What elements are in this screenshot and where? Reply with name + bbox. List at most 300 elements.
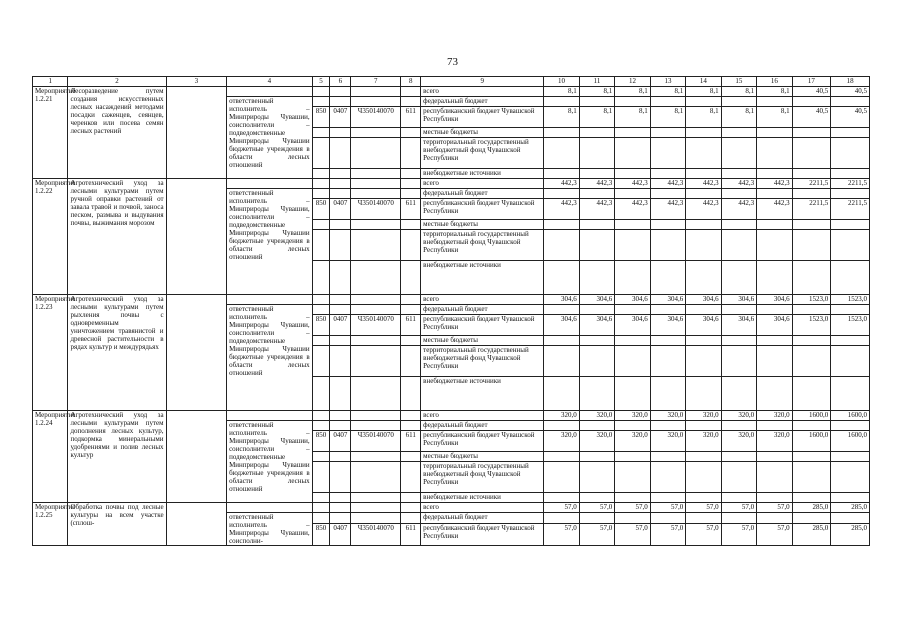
amount-cell: 8,1 <box>615 87 650 97</box>
amount-cell <box>615 138 650 169</box>
amount-cell <box>721 230 756 261</box>
amount-cell <box>686 513 721 524</box>
amount-cell: 442,3 <box>615 199 650 220</box>
amount-cell: 57,0 <box>721 503 756 513</box>
grbs-cell <box>312 305 330 315</box>
csr-cell <box>351 138 401 169</box>
event-type-cell: Мероприятие 1.2.23 <box>33 295 68 411</box>
grbs-cell <box>312 411 330 421</box>
amount-cell: 442,3 <box>650 179 685 189</box>
csr-cell <box>351 452 401 462</box>
executor-cell: ответственный исполнитель – Минприроды Чувашии, соисполнители – подведомственные Минприроды Чувашии бюджетные учреждения в области лесных отношений <box>227 97 313 179</box>
amount-cell: 1600,0 <box>831 411 870 421</box>
amount-cell <box>579 336 614 346</box>
rzpr-cell: 0407 <box>330 199 351 220</box>
amount-cell <box>615 305 650 315</box>
funding-source-cell: территориальный государственный внебюджетный фонд Чувашской Республики <box>421 346 544 377</box>
amount-cell <box>831 261 870 295</box>
column-header: 16 <box>757 77 792 87</box>
amount-cell <box>579 493 614 503</box>
rzpr-cell <box>330 452 351 462</box>
funding-source-cell: местные бюджеты <box>421 452 544 462</box>
amount-cell: 304,6 <box>579 315 614 336</box>
csr-cell <box>351 261 401 295</box>
table-row <box>33 411 870 421</box>
executor-cell <box>227 295 313 305</box>
page-number: 73 <box>447 56 458 68</box>
rzpr-cell <box>330 346 351 377</box>
amount-cell <box>615 189 650 199</box>
event-name-cell: Лесоразведение путем создания искусственных лесных насаждений методами посадки саженцев, сеянцев, черенков или посева семян лесных растений <box>68 87 166 179</box>
event-name-cell: Агротехнический уход за лесными культурами путем ручной оправки растений от завала травой и почвой, заноса песком, размыва и выдувания почвы, выжимания морозом <box>68 179 166 295</box>
amount-cell <box>615 220 650 230</box>
funding-source-cell: республиканский бюджет Чувашской Республики <box>421 199 544 220</box>
amount-cell <box>686 462 721 493</box>
amount-cell <box>650 169 685 179</box>
vr-cell <box>401 346 421 377</box>
rzpr-cell <box>330 493 351 503</box>
header-row <box>33 77 870 87</box>
table-row <box>33 87 870 97</box>
amount-cell <box>650 138 685 169</box>
amount-cell <box>721 462 756 493</box>
amount-cell <box>615 377 650 411</box>
funding-source-cell: внебюджетные источники <box>421 261 544 295</box>
rzpr-cell <box>330 377 351 411</box>
amount-cell <box>792 452 831 462</box>
amount-cell: 285,0 <box>792 503 831 513</box>
amount-cell <box>721 261 756 295</box>
csr-cell: Ч350140070 <box>351 199 401 220</box>
amount-cell: 8,1 <box>544 87 579 97</box>
grbs-cell <box>312 87 330 97</box>
amount-cell <box>792 377 831 411</box>
column-header: 1 <box>33 77 68 87</box>
amount-cell <box>831 189 870 199</box>
amount-cell <box>757 189 792 199</box>
column3-cell <box>166 411 227 503</box>
amount-cell <box>579 377 614 411</box>
event-type-cell: Мероприятие 1.2.22 <box>33 179 68 295</box>
amount-cell: 304,6 <box>686 315 721 336</box>
csr-cell <box>351 179 401 189</box>
amount-cell <box>757 336 792 346</box>
column-header: 4 <box>227 77 313 87</box>
amount-cell <box>721 336 756 346</box>
amount-cell <box>792 493 831 503</box>
amount-cell <box>544 462 579 493</box>
rzpr-cell <box>330 169 351 179</box>
grbs-cell <box>312 421 330 431</box>
csr-cell <box>351 220 401 230</box>
amount-cell <box>721 220 756 230</box>
column3-cell <box>166 295 227 411</box>
csr-cell: Ч350140070 <box>351 315 401 336</box>
grbs-cell <box>312 295 330 305</box>
vr-cell <box>401 138 421 169</box>
amount-cell: 442,3 <box>686 179 721 189</box>
amount-cell <box>757 138 792 169</box>
csr-cell <box>351 295 401 305</box>
vr-cell <box>401 305 421 315</box>
amount-cell <box>686 377 721 411</box>
amount-cell: 2211,5 <box>792 199 831 220</box>
amount-cell: 320,0 <box>615 411 650 421</box>
csr-cell <box>351 377 401 411</box>
amount-cell <box>831 305 870 315</box>
column-header: 8 <box>401 77 421 87</box>
amount-cell <box>579 421 614 431</box>
column3-cell <box>166 179 227 295</box>
amount-cell: 304,6 <box>757 295 792 305</box>
rzpr-cell <box>330 295 351 305</box>
amount-cell <box>544 377 579 411</box>
amount-cell: 8,1 <box>544 107 579 128</box>
column-header: 9 <box>421 77 544 87</box>
amount-cell: 57,0 <box>650 523 685 545</box>
funding-source-cell: федеральный бюджет <box>421 97 544 107</box>
column-header: 15 <box>721 77 756 87</box>
amount-cell <box>544 336 579 346</box>
csr-cell <box>351 493 401 503</box>
amount-cell <box>579 261 614 295</box>
amount-cell <box>579 169 614 179</box>
vr-cell <box>401 97 421 107</box>
amount-cell <box>579 230 614 261</box>
rzpr-cell: 0407 <box>330 107 351 128</box>
grbs-cell: 850 <box>312 431 330 452</box>
amount-cell: 304,6 <box>650 315 685 336</box>
grbs-cell <box>312 377 330 411</box>
amount-cell: 57,0 <box>615 503 650 513</box>
amount-cell <box>686 128 721 138</box>
amount-cell: 8,1 <box>721 87 756 97</box>
amount-cell: 8,1 <box>579 107 614 128</box>
amount-cell: 320,0 <box>615 431 650 452</box>
column-header: 10 <box>544 77 579 87</box>
rzpr-cell <box>330 462 351 493</box>
amount-cell <box>615 462 650 493</box>
vr-cell <box>401 452 421 462</box>
amount-cell <box>544 189 579 199</box>
amount-cell: 304,6 <box>544 315 579 336</box>
amount-cell <box>721 513 756 524</box>
amount-cell <box>544 169 579 179</box>
amount-cell <box>686 421 721 431</box>
rzpr-cell <box>330 421 351 431</box>
amount-cell <box>686 261 721 295</box>
vr-cell <box>401 179 421 189</box>
csr-cell <box>351 97 401 107</box>
amount-cell: 442,3 <box>579 199 614 220</box>
amount-cell: 442,3 <box>650 199 685 220</box>
amount-cell <box>615 493 650 503</box>
csr-cell <box>351 462 401 493</box>
amount-cell <box>831 421 870 431</box>
amount-cell <box>686 220 721 230</box>
amount-cell <box>650 452 685 462</box>
vr-cell: 611 <box>401 199 421 220</box>
amount-cell <box>757 346 792 377</box>
grbs-cell: 850 <box>312 199 330 220</box>
amount-cell: 40,5 <box>792 87 831 97</box>
csr-cell <box>351 87 401 97</box>
amount-cell <box>757 128 792 138</box>
table-row <box>33 503 870 513</box>
amount-cell: 8,1 <box>757 107 792 128</box>
amount-cell <box>792 128 831 138</box>
vr-cell <box>401 421 421 431</box>
amount-cell <box>721 377 756 411</box>
funding-source-cell: федеральный бюджет <box>421 305 544 315</box>
amount-cell <box>544 230 579 261</box>
executor-cell <box>227 179 313 189</box>
amount-cell <box>792 421 831 431</box>
column-header: 2 <box>68 77 166 87</box>
amount-cell: 304,6 <box>757 315 792 336</box>
amount-cell <box>721 189 756 199</box>
column-header: 6 <box>330 77 351 87</box>
table-row <box>33 295 870 305</box>
grbs-cell <box>312 97 330 107</box>
amount-cell: 1600,0 <box>792 431 831 452</box>
grbs-cell <box>312 503 330 513</box>
grbs-cell: 850 <box>312 315 330 336</box>
amount-cell <box>615 513 650 524</box>
amount-cell <box>650 261 685 295</box>
amount-cell <box>792 305 831 315</box>
event-type-cell: Мероприятие 1.2.25 <box>33 503 68 546</box>
amount-cell: 320,0 <box>757 431 792 452</box>
amount-cell <box>686 493 721 503</box>
amount-cell <box>792 97 831 107</box>
amount-cell: 57,0 <box>544 523 579 545</box>
amount-cell <box>757 462 792 493</box>
amount-cell <box>615 452 650 462</box>
funding-source-cell: местные бюджеты <box>421 220 544 230</box>
funding-source-cell: всего <box>421 179 544 189</box>
amount-cell <box>650 493 685 503</box>
amount-cell <box>831 230 870 261</box>
amount-cell <box>615 261 650 295</box>
vr-cell <box>401 411 421 421</box>
amount-cell: 442,3 <box>721 199 756 220</box>
grbs-cell <box>312 230 330 261</box>
amount-cell <box>615 336 650 346</box>
rzpr-cell <box>330 179 351 189</box>
event-name-cell: Агротехнический уход за лесными культурами путем рыхления почвы с одновременным уничтожением травянистой и древесной растительности в рядах культур и междурядьях <box>68 295 166 411</box>
amount-cell <box>650 230 685 261</box>
amount-cell <box>650 462 685 493</box>
rzpr-cell: 0407 <box>330 315 351 336</box>
amount-cell <box>686 452 721 462</box>
grbs-cell <box>312 189 330 199</box>
rzpr-cell <box>330 138 351 169</box>
amount-cell: 1523,0 <box>792 295 831 305</box>
amount-cell <box>650 346 685 377</box>
amount-cell <box>831 138 870 169</box>
funding-source-cell: всего <box>421 503 544 513</box>
rzpr-cell <box>330 503 351 513</box>
amount-cell <box>792 513 831 524</box>
grbs-cell <box>312 493 330 503</box>
amount-cell: 57,0 <box>579 503 614 513</box>
funding-source-cell: внебюджетные источники <box>421 169 544 179</box>
amount-cell <box>721 305 756 315</box>
amount-cell: 442,3 <box>757 179 792 189</box>
amount-cell: 2211,5 <box>831 179 870 189</box>
csr-cell <box>351 503 401 513</box>
amount-cell <box>757 513 792 524</box>
amount-cell <box>544 493 579 503</box>
grbs-cell: 850 <box>312 523 330 545</box>
amount-cell: 304,6 <box>615 315 650 336</box>
event-type-cell: Мероприятие 1.2.21 <box>33 87 68 179</box>
funding-source-cell: республиканский бюджет Чувашской Республики <box>421 315 544 336</box>
csr-cell <box>351 336 401 346</box>
amount-cell <box>544 421 579 431</box>
amount-cell <box>615 169 650 179</box>
rzpr-cell: 0407 <box>330 431 351 452</box>
vr-cell <box>401 128 421 138</box>
amount-cell <box>792 462 831 493</box>
rzpr-cell <box>330 128 351 138</box>
funding-source-cell: всего <box>421 87 544 97</box>
amount-cell: 320,0 <box>650 411 685 421</box>
amount-cell <box>686 336 721 346</box>
amount-cell <box>544 513 579 524</box>
rzpr-cell <box>330 87 351 97</box>
csr-cell: Ч350140070 <box>351 431 401 452</box>
rzpr-cell: 0407 <box>330 523 351 545</box>
funding-source-cell: территориальный государственный внебюджетный фонд Чувашской Республики <box>421 462 544 493</box>
amount-cell: 304,6 <box>544 295 579 305</box>
vr-cell <box>401 503 421 513</box>
csr-cell <box>351 421 401 431</box>
amount-cell <box>792 346 831 377</box>
amount-cell: 57,0 <box>615 523 650 545</box>
amount-cell: 320,0 <box>721 431 756 452</box>
amount-cell <box>544 128 579 138</box>
amount-cell: 320,0 <box>579 431 614 452</box>
amount-cell <box>650 220 685 230</box>
amount-cell <box>579 189 614 199</box>
funding-source-cell: территориальный государственный внебюджетный фонд Чувашской Республики <box>421 138 544 169</box>
amount-cell <box>615 421 650 431</box>
amount-cell: 57,0 <box>757 503 792 513</box>
column-header: 14 <box>686 77 721 87</box>
amount-cell <box>544 452 579 462</box>
amount-cell <box>721 452 756 462</box>
amount-cell <box>792 336 831 346</box>
vr-cell <box>401 87 421 97</box>
amount-cell <box>831 377 870 411</box>
amount-cell <box>544 220 579 230</box>
vr-cell <box>401 261 421 295</box>
rzpr-cell <box>330 305 351 315</box>
amount-cell <box>579 305 614 315</box>
amount-cell: 320,0 <box>544 431 579 452</box>
funding-source-cell: внебюджетные источники <box>421 377 544 411</box>
vr-cell: 611 <box>401 523 421 545</box>
amount-cell <box>544 346 579 377</box>
amount-cell <box>544 305 579 315</box>
amount-cell <box>721 493 756 503</box>
amount-cell: 57,0 <box>579 523 614 545</box>
executor-cell: ответственный исполнитель – Минприроды Чувашии, соисполни- <box>227 513 313 546</box>
column-header: 5 <box>312 77 330 87</box>
event-name-cell: Агротехнический уход за лесными культурами путем дополнения лесных культур, подкормка минеральными удобрениями и полив лесных культур <box>68 411 166 503</box>
amount-cell <box>615 97 650 107</box>
grbs-cell <box>312 128 330 138</box>
amount-cell <box>686 97 721 107</box>
csr-cell: Ч350140070 <box>351 523 401 545</box>
amount-cell <box>650 421 685 431</box>
amount-cell <box>831 336 870 346</box>
table-row <box>33 179 870 189</box>
amount-cell: 304,6 <box>579 295 614 305</box>
amount-cell <box>757 377 792 411</box>
column-header: 17 <box>792 77 831 87</box>
amount-cell <box>650 513 685 524</box>
amount-cell: 8,1 <box>615 107 650 128</box>
amount-cell <box>792 189 831 199</box>
amount-cell: 304,6 <box>615 295 650 305</box>
amount-cell <box>721 346 756 377</box>
amount-cell: 304,6 <box>686 295 721 305</box>
amount-cell: 57,0 <box>721 523 756 545</box>
vr-cell <box>401 295 421 305</box>
amount-cell: 1523,0 <box>792 315 831 336</box>
amount-cell <box>579 220 614 230</box>
amount-cell <box>579 128 614 138</box>
amount-cell <box>831 220 870 230</box>
amount-cell <box>721 421 756 431</box>
amount-cell <box>579 452 614 462</box>
amount-cell: 1523,0 <box>831 295 870 305</box>
amount-cell <box>650 377 685 411</box>
amount-cell: 57,0 <box>544 503 579 513</box>
executor-cell: ответственный исполнитель – Минприроды Чувашии, соисполнители – подведомственные Минприроды Чувашии бюджетные учреждения в области лесных отношений <box>227 189 313 295</box>
column3-cell <box>166 87 227 179</box>
amount-cell <box>757 421 792 431</box>
column3-cell <box>166 503 227 546</box>
amount-cell <box>650 189 685 199</box>
amount-cell <box>615 230 650 261</box>
amount-cell <box>831 169 870 179</box>
amount-cell: 304,6 <box>650 295 685 305</box>
amount-cell: 1600,0 <box>792 411 831 421</box>
amount-cell <box>831 493 870 503</box>
event-name-cell: Обработка почвы под лесные культуры на всем участке (сплош- <box>68 503 166 546</box>
csr-cell <box>351 305 401 315</box>
amount-cell <box>579 138 614 169</box>
amount-cell: 442,3 <box>757 199 792 220</box>
csr-cell <box>351 189 401 199</box>
funding-source-cell: федеральный бюджет <box>421 421 544 431</box>
amount-cell <box>792 230 831 261</box>
amount-cell <box>721 169 756 179</box>
vr-cell <box>401 230 421 261</box>
rzpr-cell <box>330 97 351 107</box>
amount-cell <box>544 97 579 107</box>
rzpr-cell <box>330 220 351 230</box>
rzpr-cell <box>330 230 351 261</box>
amount-cell <box>544 261 579 295</box>
column-header: 13 <box>650 77 685 87</box>
executor-cell <box>227 87 313 97</box>
vr-cell <box>401 377 421 411</box>
